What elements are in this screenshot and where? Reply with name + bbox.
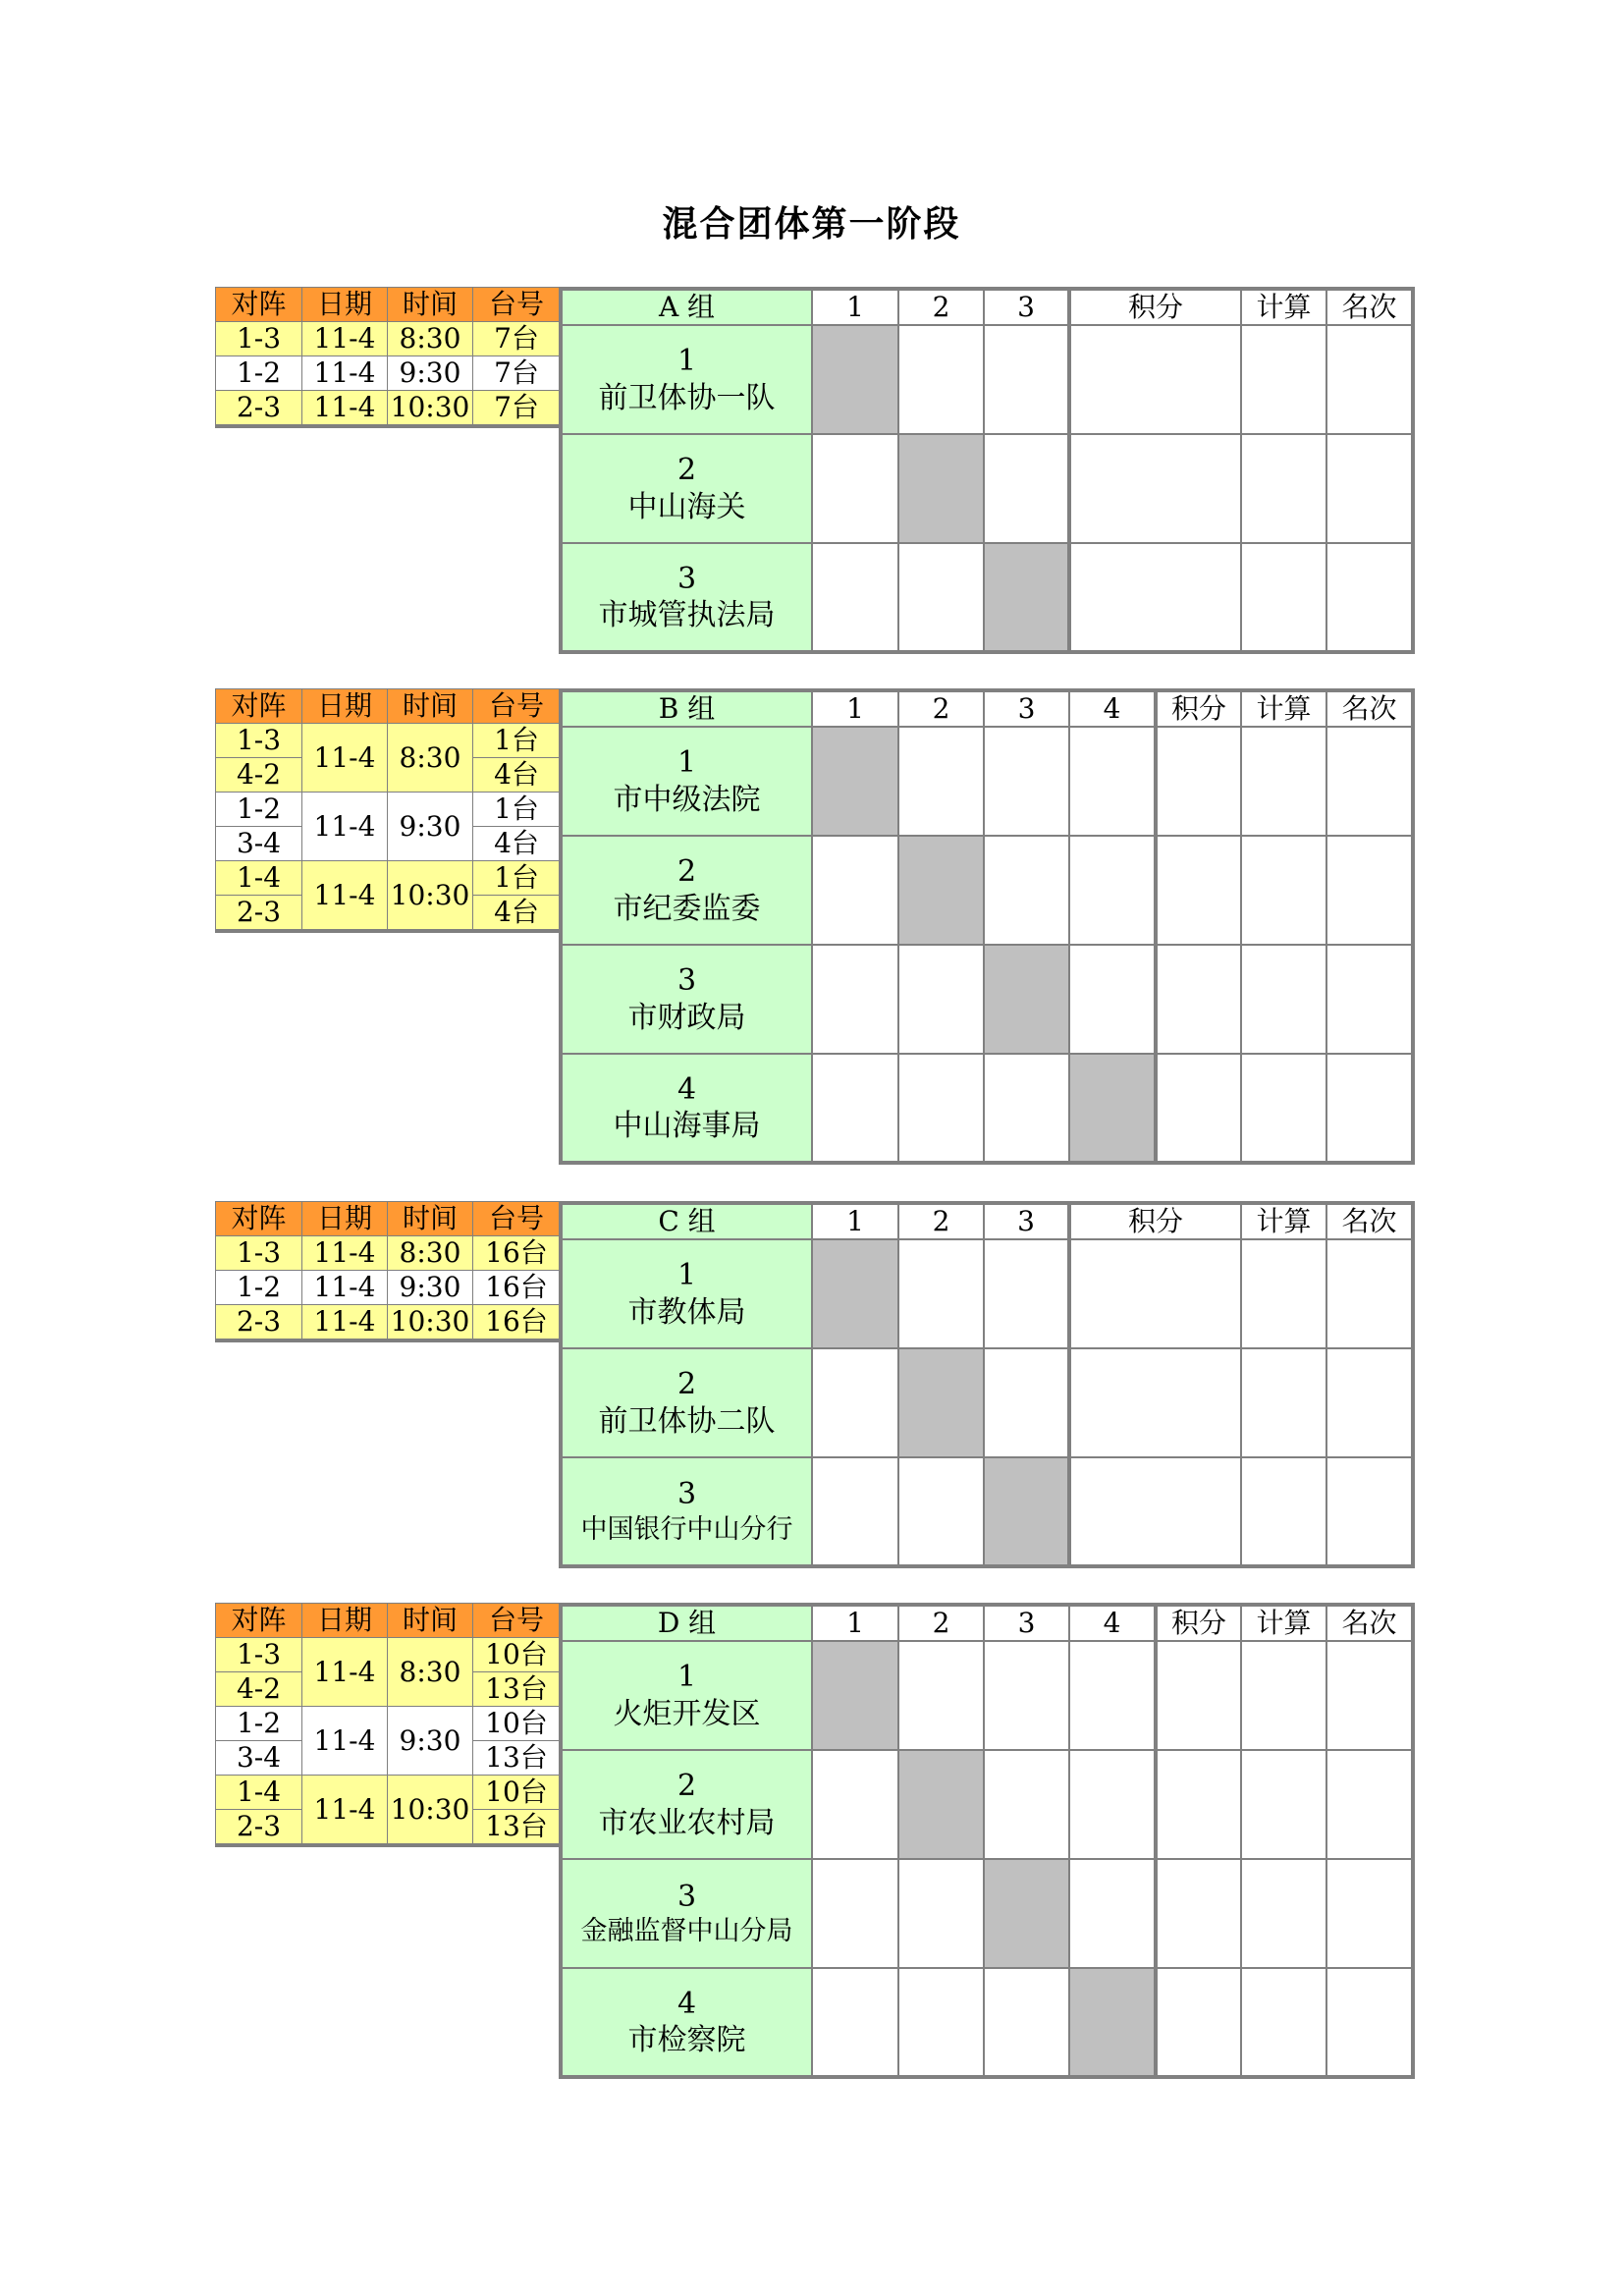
self-match-cell xyxy=(984,543,1069,652)
score-cell[interactable] xyxy=(812,1859,898,1968)
rank-header: 名次 xyxy=(1326,690,1413,727)
team-row xyxy=(561,543,1413,652)
self-match-cell xyxy=(898,1348,984,1457)
points-cell[interactable] xyxy=(1069,1348,1241,1457)
points-cell[interactable] xyxy=(1156,1054,1241,1163)
rank-cell[interactable] xyxy=(1326,1750,1413,1859)
points-cell[interactable] xyxy=(1069,1239,1241,1348)
table-no: 10台 xyxy=(473,1707,561,1741)
date: 11-4 xyxy=(302,1638,388,1707)
team-cell xyxy=(561,727,812,836)
col-header: 4 xyxy=(1069,1605,1156,1641)
table-no: 7台 xyxy=(473,391,561,427)
matchup: 1-4 xyxy=(216,861,302,896)
header-time: 时间 xyxy=(388,689,473,724)
score-cell[interactable] xyxy=(1069,945,1156,1054)
score-cell[interactable] xyxy=(812,1968,898,2077)
score-cell[interactable] xyxy=(984,1348,1069,1457)
rank-cell[interactable] xyxy=(1326,1859,1413,1968)
team-name: 中山海关 xyxy=(627,489,746,524)
col-header: 2 xyxy=(898,289,984,325)
calc-header: 计算 xyxy=(1241,289,1326,325)
team-row xyxy=(561,1968,1413,2077)
score-cell[interactable] xyxy=(898,1239,984,1348)
date: 11-4 xyxy=(302,391,388,427)
header-table-no: 台号 xyxy=(473,1202,561,1236)
rank-cell[interactable] xyxy=(1326,434,1413,543)
col-header: 3 xyxy=(984,289,1069,325)
team-cell xyxy=(561,543,812,652)
points-cell[interactable] xyxy=(1156,1750,1241,1859)
rank-cell[interactable] xyxy=(1326,1348,1413,1457)
schedule-row xyxy=(216,1271,561,1305)
calc-cell[interactable] xyxy=(1241,1054,1326,1163)
score-cell[interactable] xyxy=(812,543,898,652)
grid-header xyxy=(561,1605,1413,1641)
self-match-cell xyxy=(812,1641,898,1750)
col-header: 2 xyxy=(898,690,984,727)
col-header: 3 xyxy=(984,1605,1069,1641)
score-cell[interactable] xyxy=(898,1457,984,1566)
self-match-cell xyxy=(812,1239,898,1348)
table-no: 16台 xyxy=(473,1271,561,1305)
score-cell[interactable] xyxy=(812,1348,898,1457)
matchup: 2-3 xyxy=(216,391,302,427)
points-header: 积分 xyxy=(1069,1203,1241,1239)
col-header: 1 xyxy=(812,1605,898,1641)
header-date: 日期 xyxy=(302,1202,388,1236)
team-number: 3 xyxy=(676,561,697,596)
matchup: 1-4 xyxy=(216,1776,302,1810)
team-row xyxy=(561,727,1413,836)
team-name: 市纪委监委 xyxy=(613,891,761,926)
date: 11-4 xyxy=(302,322,388,356)
points-cell[interactable] xyxy=(1156,727,1241,836)
score-cell[interactable] xyxy=(984,1968,1069,2077)
matchup: 2-3 xyxy=(216,896,302,932)
matchup: 2-3 xyxy=(216,1305,302,1341)
date: 11-4 xyxy=(302,1707,388,1776)
time: 10:30 xyxy=(388,1776,473,1846)
self-match-cell xyxy=(984,1859,1069,1968)
col-header: 3 xyxy=(984,1203,1069,1239)
table-no: 7台 xyxy=(473,356,561,391)
col-header: 4 xyxy=(1069,690,1156,727)
team-number: 3 xyxy=(676,1477,697,1512)
grid-header xyxy=(561,690,1413,727)
team-number: 1 xyxy=(676,344,697,378)
header-date: 日期 xyxy=(302,288,388,322)
matchup: 3-4 xyxy=(216,827,302,861)
calc-cell[interactable] xyxy=(1241,1641,1326,1750)
self-match-cell xyxy=(812,325,898,434)
score-cell[interactable] xyxy=(1069,727,1156,836)
score-cell[interactable] xyxy=(898,1968,984,2077)
date: 11-4 xyxy=(302,1236,388,1271)
schedule-row xyxy=(216,1236,561,1271)
header-matchup: 对阵 xyxy=(216,1202,302,1236)
points-header: 积分 xyxy=(1156,690,1241,727)
calc-cell[interactable] xyxy=(1241,434,1326,543)
schedule-row xyxy=(216,322,561,356)
score-cell[interactable] xyxy=(812,836,898,945)
matchup: 1-3 xyxy=(216,322,302,356)
points-header: 积分 xyxy=(1156,1605,1241,1641)
matchup: 1-3 xyxy=(216,1236,302,1271)
team-row xyxy=(561,1457,1413,1566)
team-cell xyxy=(561,836,812,945)
schedule-row xyxy=(216,724,561,758)
score-cell[interactable] xyxy=(898,1641,984,1750)
table-no: 13台 xyxy=(473,1741,561,1776)
table-no: 4台 xyxy=(473,827,561,861)
points-cell[interactable] xyxy=(1069,543,1241,652)
schedule-row xyxy=(216,356,561,391)
col-header: 3 xyxy=(984,690,1069,727)
rank-cell[interactable] xyxy=(1326,1968,1413,2077)
header-matchup: 对阵 xyxy=(216,1604,302,1638)
team-name: 市教体局 xyxy=(627,1294,746,1330)
team-row xyxy=(561,1054,1413,1163)
schedule-row xyxy=(216,861,561,896)
team-row xyxy=(561,1641,1413,1750)
date: 11-4 xyxy=(302,793,388,861)
team-cell xyxy=(561,325,812,434)
schedule-header xyxy=(216,1202,561,1236)
schedule-row xyxy=(216,1776,561,1810)
team-name: 前卫体协二队 xyxy=(598,1403,776,1439)
results-grid-a xyxy=(559,287,1415,654)
team-row xyxy=(561,1750,1413,1859)
score-cell[interactable] xyxy=(812,1457,898,1566)
self-match-cell xyxy=(1069,1968,1156,2077)
calc-header: 计算 xyxy=(1241,690,1326,727)
score-cell[interactable] xyxy=(984,836,1069,945)
rank-header: 名次 xyxy=(1326,1203,1413,1239)
self-match-cell xyxy=(984,945,1069,1054)
score-cell[interactable] xyxy=(898,325,984,434)
team-row xyxy=(561,434,1413,543)
schedule-header xyxy=(216,288,561,322)
time: 9:30 xyxy=(388,793,473,861)
team-number: 4 xyxy=(676,1986,697,2021)
team-name: 市检察院 xyxy=(627,2023,746,2057)
self-match-cell xyxy=(984,1457,1069,1566)
score-cell[interactable] xyxy=(1069,836,1156,945)
results-grid-d xyxy=(559,1603,1415,2079)
header-time: 时间 xyxy=(388,1604,473,1638)
header-time: 时间 xyxy=(388,288,473,322)
time: 10:30 xyxy=(388,1305,473,1341)
team-name: 金融监督中山分局 xyxy=(580,1916,793,1947)
self-match-cell xyxy=(898,836,984,945)
calc-header: 计算 xyxy=(1241,1605,1326,1641)
schedule-row xyxy=(216,793,561,827)
date: 11-4 xyxy=(302,1305,388,1341)
team-cell xyxy=(561,1750,812,1859)
table-no: 10台 xyxy=(473,1638,561,1672)
col-header: 1 xyxy=(812,1203,898,1239)
group-label: B 组 xyxy=(561,690,812,727)
score-cell[interactable] xyxy=(812,1054,898,1163)
team-number: 1 xyxy=(676,745,697,780)
self-match-cell xyxy=(812,727,898,836)
team-row xyxy=(561,836,1413,945)
calc-cell[interactable] xyxy=(1241,1859,1326,1968)
score-cell[interactable] xyxy=(898,945,984,1054)
header-date: 日期 xyxy=(302,689,388,724)
table-no: 13台 xyxy=(473,1810,561,1846)
col-header: 2 xyxy=(898,1605,984,1641)
date: 11-4 xyxy=(302,861,388,932)
team-name: 火炬开发区 xyxy=(613,1696,761,1731)
calc-cell[interactable] xyxy=(1241,945,1326,1054)
team-cell xyxy=(561,1239,812,1348)
score-cell[interactable] xyxy=(984,1750,1069,1859)
score-cell[interactable] xyxy=(898,1054,984,1163)
time: 8:30 xyxy=(388,1236,473,1271)
grid-header xyxy=(561,289,1413,325)
points-cell[interactable] xyxy=(1156,1968,1241,2077)
results-grid-c xyxy=(559,1201,1415,1568)
team-name: 中国银行中山分行 xyxy=(580,1513,793,1545)
score-cell[interactable] xyxy=(984,1054,1069,1163)
rank-cell[interactable] xyxy=(1326,836,1413,945)
schedule-table-c xyxy=(215,1201,561,1342)
col-header: 1 xyxy=(812,289,898,325)
header-matchup: 对阵 xyxy=(216,689,302,724)
date: 11-4 xyxy=(302,356,388,391)
team-name: 市城管执法局 xyxy=(598,598,776,632)
schedule-row xyxy=(216,1707,561,1741)
points-header: 积分 xyxy=(1069,289,1241,325)
score-cell[interactable] xyxy=(984,325,1069,434)
schedule-header xyxy=(216,1604,561,1638)
score-cell[interactable] xyxy=(984,1641,1069,1750)
team-number: 3 xyxy=(676,963,697,998)
header-table-no: 台号 xyxy=(473,1604,561,1638)
score-cell[interactable] xyxy=(984,727,1069,836)
self-match-cell xyxy=(1069,1054,1156,1163)
page-title: 混合团体第一阶段 xyxy=(662,204,961,245)
self-match-cell xyxy=(898,1750,984,1859)
time: 9:30 xyxy=(388,1707,473,1776)
col-header: 1 xyxy=(812,690,898,727)
date: 11-4 xyxy=(302,724,388,793)
results-grid-b xyxy=(559,688,1415,1165)
team-number: 3 xyxy=(676,1879,697,1914)
team-cell xyxy=(561,1641,812,1750)
table-no: 13台 xyxy=(473,1672,561,1707)
score-cell[interactable] xyxy=(812,945,898,1054)
table-no: 4台 xyxy=(473,758,561,793)
calc-cell[interactable] xyxy=(1241,727,1326,836)
points-cell[interactable] xyxy=(1156,836,1241,945)
header-date: 日期 xyxy=(302,1604,388,1638)
header-matchup: 对阵 xyxy=(216,288,302,322)
calc-cell[interactable] xyxy=(1241,1968,1326,2077)
rank-header: 名次 xyxy=(1326,289,1413,325)
team-name: 中山海事局 xyxy=(613,1109,761,1143)
schedule-table-a xyxy=(215,287,561,428)
grid-header xyxy=(561,1203,1413,1239)
team-name: 市农业农村局 xyxy=(598,1805,776,1840)
matchup: 1-2 xyxy=(216,793,302,827)
time: 9:30 xyxy=(388,1271,473,1305)
team-row xyxy=(561,325,1413,434)
date: 11-4 xyxy=(302,1271,388,1305)
points-cell[interactable] xyxy=(1156,945,1241,1054)
table-no: 1台 xyxy=(473,793,561,827)
matchup: 4-2 xyxy=(216,758,302,793)
points-cell[interactable] xyxy=(1156,1641,1241,1750)
table-no: 4台 xyxy=(473,896,561,932)
rank-cell[interactable] xyxy=(1326,1054,1413,1163)
matchup: 1-2 xyxy=(216,356,302,391)
header-table-no: 台号 xyxy=(473,288,561,322)
table-no: 16台 xyxy=(473,1236,561,1271)
team-number: 2 xyxy=(676,854,697,889)
rank-cell[interactable] xyxy=(1326,945,1413,1054)
header-time: 时间 xyxy=(388,1202,473,1236)
calc-cell[interactable] xyxy=(1241,836,1326,945)
rank-header: 名次 xyxy=(1326,1605,1413,1641)
matchup: 1-2 xyxy=(216,1707,302,1741)
matchup: 1-3 xyxy=(216,1638,302,1672)
time: 9:30 xyxy=(388,356,473,391)
points-cell[interactable] xyxy=(1069,325,1241,434)
calc-header: 计算 xyxy=(1241,1203,1326,1239)
time: 10:30 xyxy=(388,391,473,427)
score-cell[interactable] xyxy=(984,434,1069,543)
team-cell xyxy=(561,1348,812,1457)
schedule-row xyxy=(216,1638,561,1672)
team-name: 市中级法院 xyxy=(613,782,761,817)
schedule-row xyxy=(216,391,561,427)
schedule-table-b xyxy=(215,688,561,933)
score-cell[interactable] xyxy=(812,1750,898,1859)
calc-cell[interactable] xyxy=(1241,1348,1326,1457)
team-number: 2 xyxy=(676,1769,697,1803)
team-number: 1 xyxy=(676,1258,697,1292)
points-cell[interactable] xyxy=(1156,1859,1241,1968)
team-name: 前卫体协一队 xyxy=(598,380,776,415)
table-no: 7台 xyxy=(473,322,561,356)
table-no: 1台 xyxy=(473,724,561,758)
self-match-cell xyxy=(898,434,984,543)
points-cell[interactable] xyxy=(1069,1457,1241,1566)
team-cell xyxy=(561,1968,812,2077)
team-name: 市财政局 xyxy=(627,1000,746,1035)
matchup: 3-4 xyxy=(216,1741,302,1776)
header-table-no: 台号 xyxy=(473,689,561,724)
group-label: C 组 xyxy=(561,1203,812,1239)
rank-cell[interactable] xyxy=(1326,1641,1413,1750)
matchup: 1-2 xyxy=(216,1271,302,1305)
calc-cell[interactable] xyxy=(1241,543,1326,652)
team-row xyxy=(561,1348,1413,1457)
team-row xyxy=(561,1859,1413,1968)
table-no: 10台 xyxy=(473,1776,561,1810)
score-cell[interactable] xyxy=(898,543,984,652)
score-cell[interactable] xyxy=(1069,1641,1156,1750)
rank-cell[interactable] xyxy=(1326,543,1413,652)
rank-cell[interactable] xyxy=(1326,1457,1413,1566)
score-cell[interactable] xyxy=(1069,1750,1156,1859)
calc-cell[interactable] xyxy=(1241,1457,1326,1566)
col-header: 2 xyxy=(898,1203,984,1239)
rank-cell[interactable] xyxy=(1326,1239,1413,1348)
team-cell xyxy=(561,1457,812,1566)
calc-cell[interactable] xyxy=(1241,1750,1326,1859)
rank-cell[interactable] xyxy=(1326,727,1413,836)
matchup: 1-3 xyxy=(216,724,302,758)
score-cell[interactable] xyxy=(1069,1859,1156,1968)
time: 10:30 xyxy=(388,861,473,932)
matchup: 2-3 xyxy=(216,1810,302,1846)
team-number: 1 xyxy=(676,1660,697,1694)
score-cell[interactable] xyxy=(984,1239,1069,1348)
team-cell xyxy=(561,1859,812,1968)
schedule-row xyxy=(216,1305,561,1341)
matchup: 4-2 xyxy=(216,1672,302,1707)
points-cell[interactable] xyxy=(1069,434,1241,543)
score-cell[interactable] xyxy=(898,1859,984,1968)
calc-cell[interactable] xyxy=(1241,1239,1326,1348)
date: 11-4 xyxy=(302,1776,388,1846)
rank-cell[interactable] xyxy=(1326,325,1413,434)
team-number: 2 xyxy=(676,1367,697,1401)
team-row xyxy=(561,1239,1413,1348)
schedule-table-d xyxy=(215,1603,561,1847)
time: 8:30 xyxy=(388,1638,473,1707)
team-number: 2 xyxy=(676,453,697,487)
team-cell xyxy=(561,945,812,1054)
table-no: 1台 xyxy=(473,861,561,896)
time: 8:30 xyxy=(388,724,473,793)
group-label: D 组 xyxy=(561,1605,812,1641)
team-row xyxy=(561,945,1413,1054)
table-no: 16台 xyxy=(473,1305,561,1341)
calc-cell[interactable] xyxy=(1241,325,1326,434)
score-cell[interactable] xyxy=(898,727,984,836)
team-number: 4 xyxy=(676,1071,697,1107)
schedule-header xyxy=(216,689,561,724)
team-cell xyxy=(561,434,812,543)
group-label: A 组 xyxy=(561,289,812,325)
team-cell xyxy=(561,1054,812,1163)
time: 8:30 xyxy=(388,322,473,356)
score-cell[interactable] xyxy=(812,434,898,543)
